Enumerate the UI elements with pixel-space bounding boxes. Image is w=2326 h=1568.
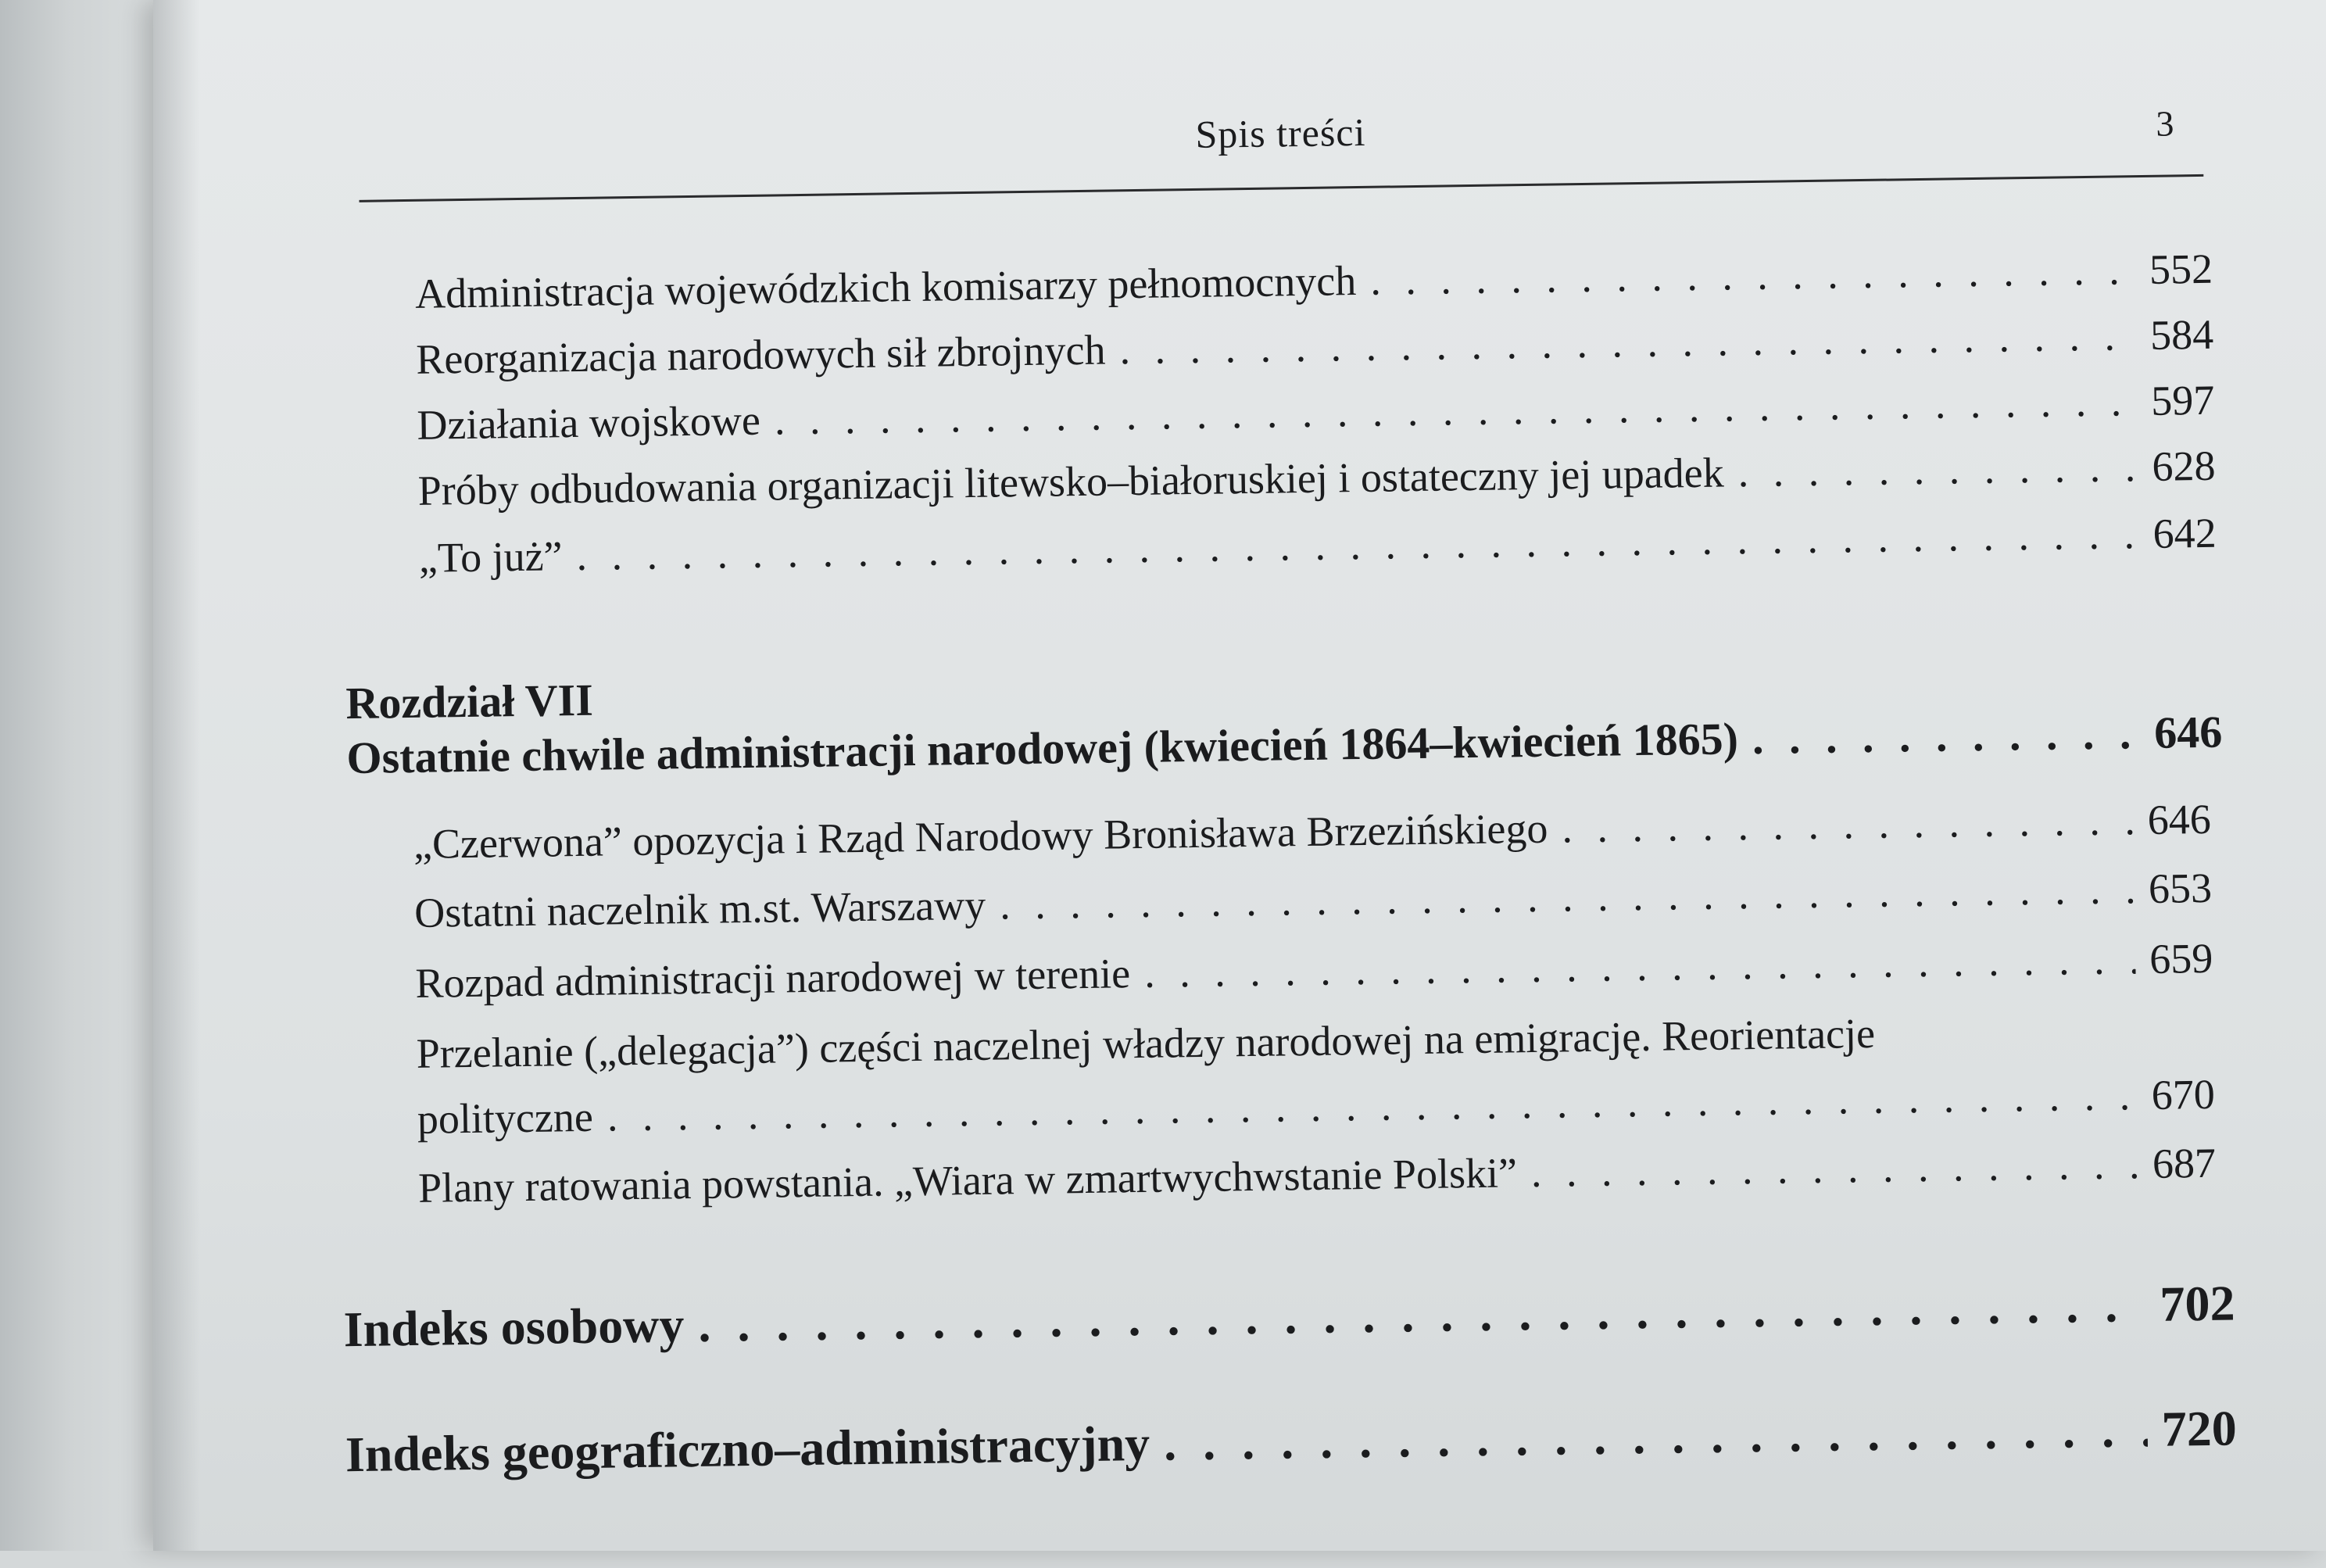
toc-entry-label-line1: Przelanie („delegacja”) części naczelnej władzy narodowej na emigrację. Reorientacje: [416, 1009, 1876, 1077]
chapter-entry[interactable]: [346, 706, 2223, 785]
toc-entry-label: Administracja wojewódzkich komisarzy pełnomocnych: [414, 257, 1357, 317]
toc-entry-label: Próby odbudowania organizacji litewsko–białoruskiej i ostateczny jej upadek: [417, 449, 1725, 514]
index-entry-label: Indeks osobowy: [343, 1297, 685, 1358]
toc-entry-page: 653: [2148, 864, 2213, 912]
dot-leader: [1119, 311, 2137, 374]
dot-leader: [1370, 245, 2136, 305]
index-entry[interactable]: [343, 1274, 2235, 1359]
header-rule: [359, 174, 2203, 202]
toc-entry-label: Działania wojskowe: [417, 396, 761, 449]
toc-entry[interactable]: [417, 1070, 2215, 1144]
toc-entry-label: Plany ratowania powstania. „Wiara w zmartwychwstanie Polski”: [417, 1149, 1518, 1212]
dot-leader: [774, 377, 2137, 444]
toc-entry[interactable]: [415, 245, 2213, 318]
toc-entry-label: Rozpad administracji narodowej w terenie: [415, 950, 1131, 1007]
dot-leader: [1737, 442, 2138, 496]
chapter-page: 646: [2153, 706, 2223, 758]
dot-leader: [1562, 796, 2134, 852]
toc-entry-label: Reorganizacja narodowych sił zbrojnych: [415, 326, 1106, 383]
toc-entry-page: 552: [2149, 245, 2213, 293]
dot-leader: [607, 1071, 2138, 1140]
page-number: 3: [2156, 103, 2174, 144]
toc-entry-page: 597: [2150, 376, 2215, 424]
dot-leader: [576, 510, 2139, 580]
index-entry[interactable]: [345, 1399, 2237, 1484]
toc-entry[interactable]: [416, 310, 2214, 384]
dot-leader: [1752, 707, 2140, 764]
toc-entry[interactable]: [418, 1139, 2217, 1212]
index-entry-label: Indeks geograficzno–administracyjny: [345, 1415, 1150, 1483]
toc-entry-page: 628: [2152, 442, 2216, 490]
toc-entry[interactable]: [414, 864, 2213, 937]
toc-entry-label: „Czerwona” opozycja i Rząd Narodowy Bronisława Brzezińskiego: [413, 804, 1548, 868]
dot-leader: [1164, 1401, 2149, 1473]
toc-entry-label: Ostatni naczelnik m.st. Warszawy: [413, 881, 986, 936]
toc-entry-label: „To już”: [418, 532, 563, 582]
toc-entry-page: 687: [2152, 1139, 2217, 1187]
toc-entry-page: 642: [2152, 509, 2217, 557]
toc-entry[interactable]: [413, 795, 2212, 868]
index-entry-page: 720: [2161, 1400, 2238, 1457]
toc-entry-page: 659: [2149, 934, 2213, 983]
chapter-title: Ostatnie chwile administracji narodowej (kwiecień 1864–kwiecień 1865): [346, 713, 1739, 784]
toc-entry-page: 670: [2151, 1070, 2216, 1119]
index-entry-page: 702: [2159, 1275, 2235, 1332]
dot-leader: [1144, 935, 2136, 997]
dot-leader: [698, 1276, 2146, 1354]
toc-entry[interactable]: [417, 376, 2215, 449]
toc-entry[interactable]: [415, 934, 2213, 1008]
dot-leader: [1530, 1140, 2138, 1197]
dot-leader: [1000, 865, 2135, 929]
toc-entry-page: 646: [2147, 795, 2212, 843]
toc-entry-page: 584: [2149, 310, 2214, 359]
toc-entry[interactable]: [417, 442, 2216, 515]
running-header: Spis treści: [1195, 109, 1366, 156]
toc-entry[interactable]: [418, 509, 2217, 582]
toc-entry-label: polityczne: [417, 1093, 594, 1143]
chapter-number: Rozdział VII: [345, 674, 594, 729]
